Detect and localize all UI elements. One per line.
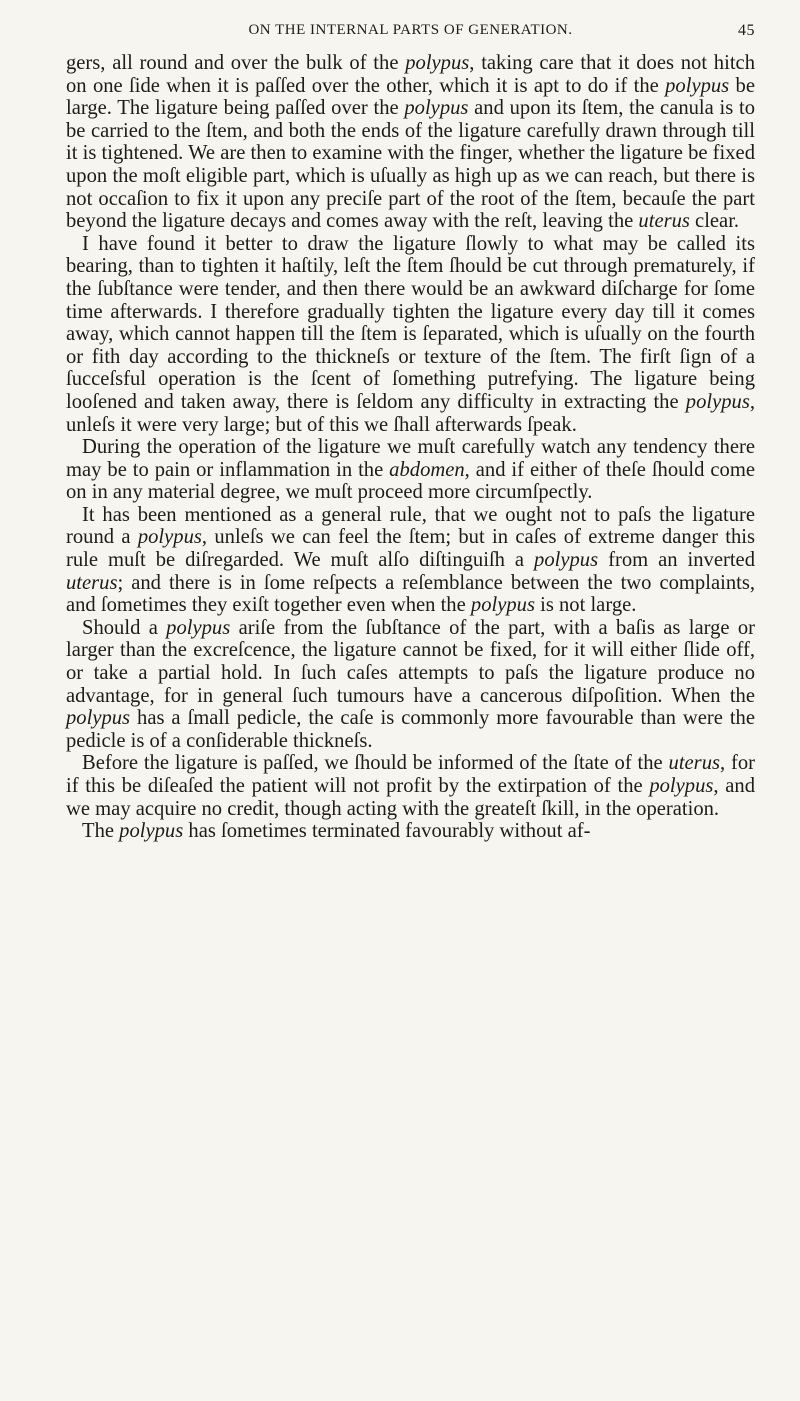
italic-term: polypus — [166, 616, 231, 639]
text-run: During the operation of the ligature we muſt carefully watch any tendency there may be to pain or inflammation in the — [66, 436, 755, 481]
text-run: be large. The ligature being paſſed over the — [66, 74, 755, 120]
italic-term: polypus — [685, 390, 750, 413]
italic-term: polypus — [405, 52, 470, 74]
text-run: has a ſmall pedicle, the caſe is commonly more favourable than were the pedicle is of a conſiderable thickneſs. — [66, 707, 755, 752]
italic-term: polypus — [404, 97, 469, 120]
paragraph — [66, 820, 755, 843]
running-header — [66, 22, 755, 52]
text-run: from an inverted — [598, 549, 755, 572]
italic-term: uterus — [66, 571, 118, 594]
text-run: , and we may acquire no credit, though acting with the greateſt ſkill, in the operation. — [66, 775, 755, 820]
text-run: has ſometimes terminated favourably without af- — [183, 820, 591, 843]
text-run: gers, all round and over the bulk of the — [66, 52, 406, 74]
italic-term: uterus — [638, 210, 690, 233]
italic-term: polypus — [534, 549, 599, 572]
italic-term: polypus — [649, 775, 714, 797]
italic-term: polypus — [665, 74, 730, 97]
body-text — [66, 52, 755, 843]
text-run: Before the ligature is paſſed, we ſhould be informed of the ſtate of the — [82, 752, 669, 775]
text-run: and upon its ſtem, the canula is to be carried to the ſtem, and both the ends of the ligature carefully drawn through till it is tightened. We are then to examine with the finger, whether the ligature be fixed upon the moſt eligible part, which is uſually as high up as we can reach, but there is not occaſion to fix it upon any preciſe part of the root of the ſtem, becauſe the part beyond the ligature decays and comes away with the reſt, leaving the — [66, 97, 755, 233]
paragraph — [66, 617, 755, 753]
text-run: , and if either of theſe ſhould come on in any material degree, we muſt proceed more circumſpectly. — [66, 458, 755, 504]
paragraph — [66, 504, 755, 617]
italic-term: polypus — [66, 707, 131, 730]
page-number: 45 — [738, 22, 755, 39]
text-run: , taking care that it does not hitch on one ſide when it is paſſed over the other, which it is apt to do if the — [66, 52, 755, 97]
italic-term: polypus — [119, 820, 184, 843]
text-run: ; and there is in ſome reſpects a reſemblance between the two complaints, and ſometimes they exiſt together even when the — [66, 571, 755, 617]
running-title: ON THE INTERNAL PARTS OF GENERATION. — [248, 22, 573, 38]
italic-term: polypus — [137, 526, 202, 549]
text-run: , for if this be diſeaſed the patient will not profit by the extirpation of the — [66, 752, 755, 797]
paragraph — [66, 52, 755, 233]
italic-term: abdomen — [389, 458, 465, 481]
text-run: , unleſs we can feel the ſtem; but in caſes of extreme danger this rule muſt be diſregarded. We muſt alſo diſtinguiſh a — [66, 526, 756, 572]
text-run: Should a — [82, 616, 167, 639]
text-run: It has been mentioned as a general rule, that we ought not to paſs the ligature round a — [66, 503, 755, 549]
text-run: , unleſs it were very large; but of this we ſhall afterwards ſpeak. — [66, 390, 755, 436]
paragraph — [66, 752, 755, 820]
paragraph — [66, 436, 755, 504]
text-run: ariſe from the ſubſtance of the part, with a baſis as large or larger than the excreſcence, the ligature cannot be fixed, for it will either ſlide off, or take a partial hold. In ſuch caſes attempts to paſs the ligature produce no advantage, for in general ſuch tumours have a cancerous diſpoſition. When the — [66, 616, 755, 707]
paragraph — [66, 233, 755, 436]
text-run: clear. — [689, 210, 740, 233]
italic-term: polypus — [470, 594, 535, 617]
text-run: The — [82, 820, 120, 843]
text-run: is not large. — [534, 594, 637, 617]
text-run: I have found it better to draw the ligature ſlowly to what may be called its bearing, than to tighten it haſtily, leſt the ſtem ſhould be cut through prematurely, if the ſubſtance were tender, and then there would be an awkward diſcharge for ſome time afterwards. I therefore gradually tighten the ligature every day till it comes away, which cannot happen till the ſtem is ſeparated, which is uſually on the fourth or fith day according to the thickneſs or texture of the ſtem. The firſt ſign of a ſucceſsful operation is the ſcent of ſomething putrefying. The ligature being looſened and taken away, there is ſeldom any difficulty in extracting the — [66, 232, 755, 413]
italic-term: uterus — [668, 752, 720, 775]
